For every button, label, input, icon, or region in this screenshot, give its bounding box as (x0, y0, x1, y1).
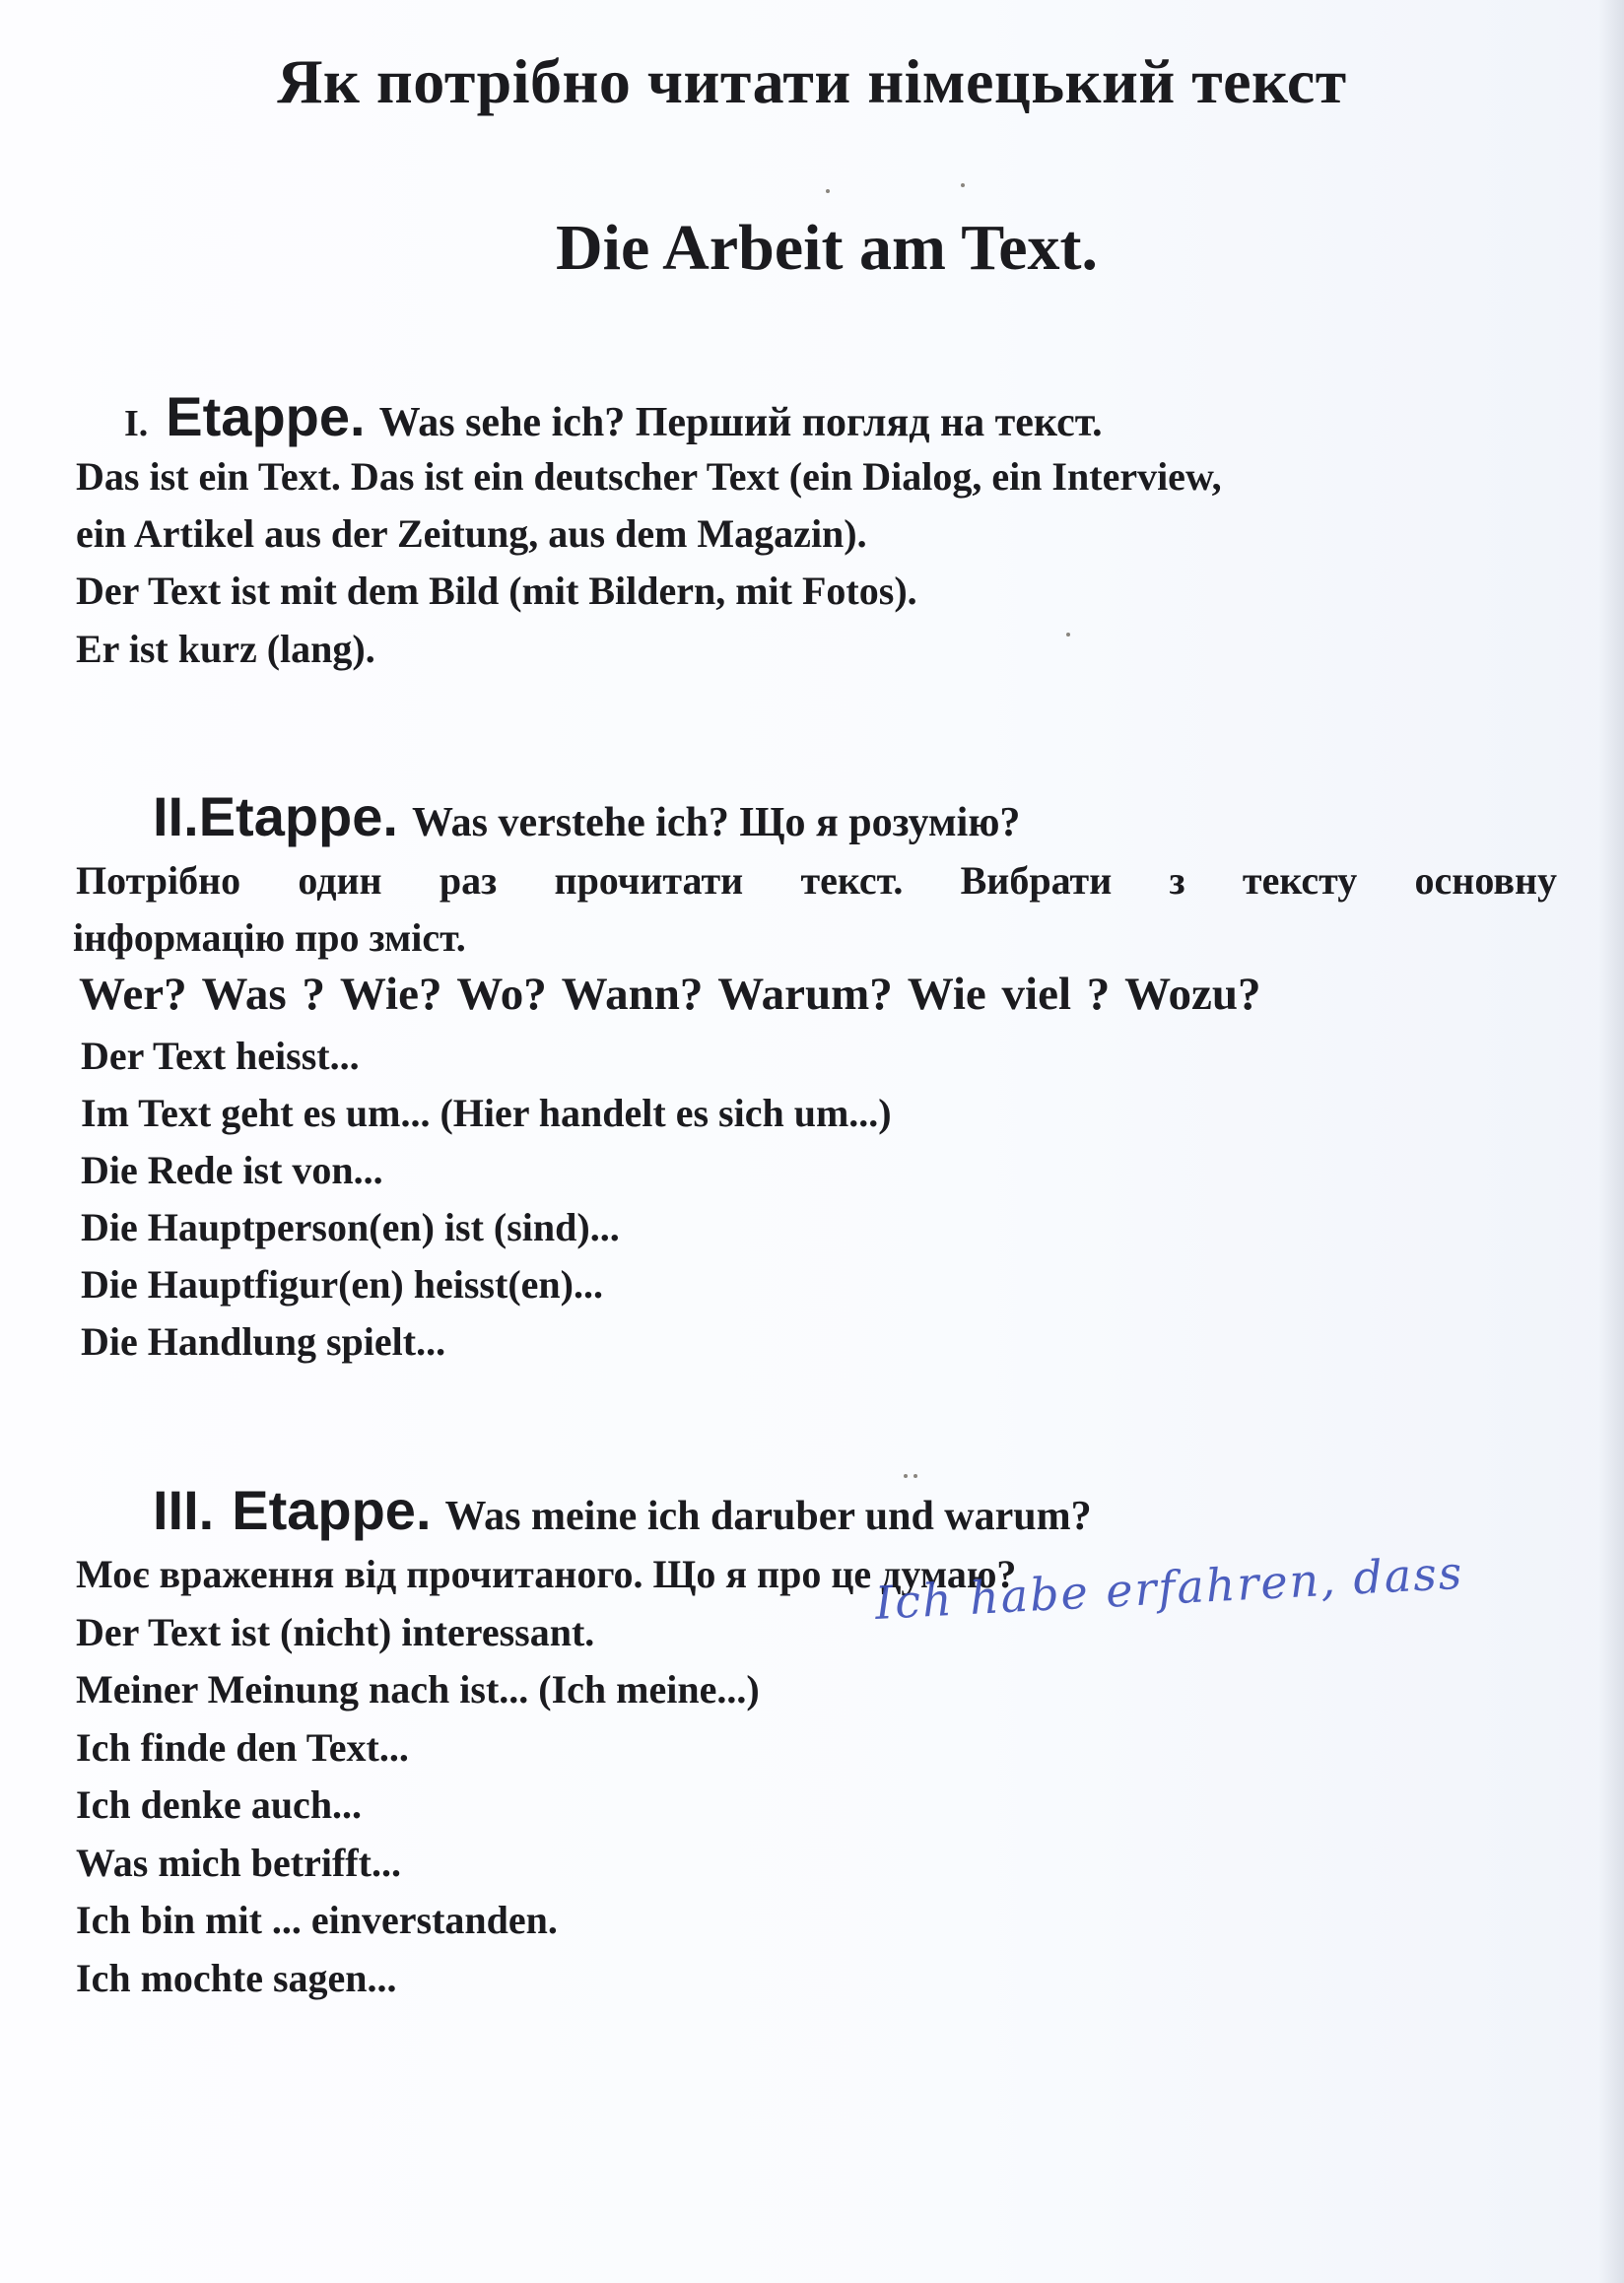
section-3-line: Ich mochte sagen... (76, 1956, 397, 2000)
section-2-line: Im Text geht es um... (Hier handelt es sich um...) (81, 1091, 892, 1135)
section-2-line: Die Hauptperson(en) ist (sind)... (81, 1205, 620, 1249)
section-1-line: ein Artikel aus der Zeitung, aus dem Magazin). (76, 511, 867, 556)
section-2-heading (153, 784, 1020, 848)
section-1-etappe: Etappe. (166, 385, 366, 447)
scan-speck (961, 183, 965, 187)
section-3-line: Ich denke auch... (76, 1782, 363, 1827)
section-3-line: Was mich betrifft... (76, 1841, 401, 1885)
scan-speck (904, 1474, 908, 1478)
section-3-number: III. (153, 1479, 215, 1541)
section-3-line: Meiner Meinung nach ist... (Ich meine...) (76, 1667, 760, 1712)
section-2-instruction: Потрібно один раз прочитати текст. Вибрати з тексту основну (76, 858, 1557, 903)
scan-speck (826, 189, 830, 193)
question-words: Wer? Was ? Wie? Wo? Wann? Warum? Wie viel ? Wozu? (79, 969, 1261, 1020)
section-2-line: Die Hauptfigur(en) heisst(en)... (81, 1262, 603, 1307)
section-3-etappe: Etappe. (232, 1479, 432, 1541)
section-1-subtitle: Was sehe ich? Перший погляд на текст. (378, 400, 1103, 445)
section-1-heading (124, 384, 1103, 448)
section-3-heading (153, 1478, 1092, 1542)
section-2-line: Die Handlung spielt... (81, 1319, 446, 1364)
handwritten-note: Ich habe erfahren, dass (873, 1545, 1465, 1630)
page-title-ukrainian: Як потрібно читати німецький текст (277, 46, 1347, 116)
page-edge-shadow (1598, 0, 1624, 2283)
section-1-number: I. (124, 403, 149, 444)
section-3-subtitle: Was meine ich daruber und warum? (444, 1494, 1092, 1539)
section-2-line: Die Rede ist von... (81, 1148, 383, 1192)
scan-speck (914, 1474, 917, 1478)
section-3-line: Моє враження від прочитаного. Що я про це думаю? (76, 1552, 1017, 1596)
section-2-subtitle: Was verstehe ich? Що я розумію? (411, 800, 1021, 845)
section-3-line: Ich finde den Text... (76, 1725, 409, 1770)
section-2-line: Der Text heisst... (81, 1034, 360, 1078)
section-3-line: Ich bin mit ... einverstanden. (76, 1898, 558, 1942)
page-title-german: Die Arbeit am Text. (556, 212, 1098, 284)
section-3-line: Der Text ist (nicht) interessant. (76, 1610, 595, 1654)
section-2-instruction-cont: інформацію про зміст. (73, 915, 466, 960)
section-1-line: Der Text ist mit dem Bild (mit Bildern, mit Fotos). (76, 569, 917, 613)
section-2-etappe: Etappe. (198, 785, 398, 847)
section-1-line: Er ist kurz (lang). (76, 627, 375, 671)
section-1-line: Das ist ein Text. Das ist ein deutscher Text (ein Dialog, ein Interview, (76, 454, 1222, 499)
section-2-number: II. (153, 785, 199, 847)
scan-speck (1066, 633, 1070, 637)
